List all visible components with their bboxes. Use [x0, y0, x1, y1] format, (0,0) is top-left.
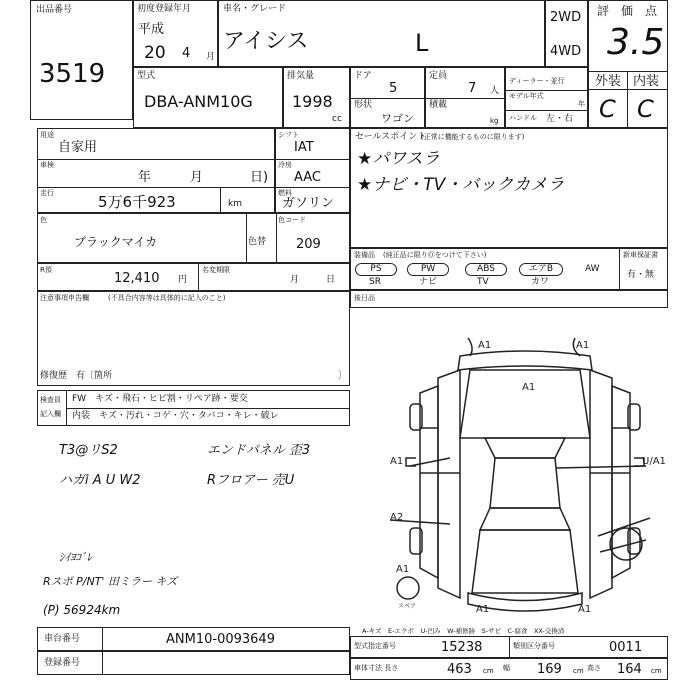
- registration-box: [37, 651, 350, 675]
- era: 平成: [138, 22, 165, 37]
- equip-aw: AW: [585, 264, 600, 274]
- exterior-label: 外装: [595, 74, 622, 89]
- cc-unit: cc: [332, 114, 342, 124]
- color-change-label: 色替: [248, 237, 267, 247]
- inspection-month: 月: [190, 170, 204, 185]
- ac-value: AAC: [294, 170, 321, 185]
- caution-box: [37, 291, 350, 386]
- usage-label: 用途: [40, 131, 54, 139]
- width-unit: cm: [573, 667, 584, 675]
- mark-front-right: A1: [576, 340, 590, 351]
- title-change-label: 名変期限: [202, 266, 230, 274]
- km-unit: km: [228, 199, 242, 209]
- inspector-label-1: 検査員: [40, 396, 61, 404]
- length-value: 463: [447, 662, 472, 677]
- handle-label: ハンドル: [509, 114, 537, 122]
- dealer-box: [505, 67, 588, 128]
- model-year-label: モデル年式: [509, 92, 544, 100]
- mileage-value: 5万6千923: [98, 193, 176, 211]
- title-day: 日: [326, 275, 336, 285]
- lot-label: 出品番号: [36, 5, 73, 15]
- displacement-box: [283, 67, 350, 128]
- recycle-box: [37, 263, 350, 291]
- sales-point-sub: (正常に機能するものに限ります): [421, 133, 525, 141]
- sales-point-box: [350, 128, 668, 248]
- caution-label: 注意事項申告欄: [40, 294, 89, 302]
- title-month: 月: [290, 275, 300, 285]
- reg-year: 20: [144, 43, 166, 63]
- color-value: ブラックマイカ: [74, 235, 158, 249]
- inspector-box: [37, 390, 350, 426]
- category-value: 0011: [609, 640, 643, 655]
- equipment-sub: (純正品に限りⓄをつけて下さい): [383, 251, 487, 259]
- interior-label: 内装: [633, 74, 660, 89]
- persons-unit: 人: [490, 86, 500, 96]
- repair-history: 修復歴 有〔箇所: [40, 371, 113, 381]
- mark-rear-right: A1: [578, 604, 592, 615]
- handle-value: 左・右: [546, 114, 574, 124]
- drive-2wd: 2WD: [550, 10, 582, 25]
- inspection-year: 年: [138, 170, 152, 185]
- mark-rear-left: A1: [476, 604, 490, 615]
- equip-ps: PS: [355, 263, 397, 276]
- chassis-value: ANM10-0093649: [166, 632, 275, 647]
- equip-tv: TV: [477, 277, 489, 287]
- sales-point-label: セールスポイント: [355, 132, 427, 142]
- kg-unit: kg: [490, 117, 499, 125]
- height-unit: cm: [651, 667, 662, 675]
- mark-front-left: A1: [478, 340, 492, 351]
- vehicle-diagram: [350, 308, 668, 624]
- equip-pw: PW: [407, 263, 449, 276]
- length-unit: cm: [483, 667, 494, 675]
- warranty-label: 新車保証書: [623, 251, 658, 259]
- hw-right-2: Rフロアー 売U: [207, 473, 295, 488]
- inspection-day: 日): [250, 170, 269, 185]
- dealer-label: ディーラー・並行: [509, 77, 565, 85]
- fuel-value: ガソリン: [282, 196, 335, 211]
- mark-left-rear: A1: [396, 564, 410, 575]
- equip-abs: ABS: [465, 263, 507, 276]
- category-label: 類別区分番号: [513, 642, 555, 650]
- capacity-label: 定員: [429, 71, 448, 81]
- shift-box: [275, 128, 350, 213]
- doors-label: ドア: [354, 71, 372, 81]
- hw-left-1: T3@リS2: [59, 443, 118, 458]
- color-box: [37, 213, 350, 263]
- length-label: 車体寸法 長さ: [354, 664, 399, 672]
- dimensions-box: [350, 658, 668, 680]
- load-label: 積載: [429, 100, 448, 110]
- drive-box: [545, 0, 588, 67]
- shift-label: シフト: [278, 131, 299, 139]
- reg-month: 4: [182, 46, 191, 61]
- color-label: 色: [40, 216, 47, 224]
- score-box: [588, 0, 668, 128]
- diagram-legend: A-キズ E-エクボ U-凹み W-補修跡 S-サビ C-腐食 XX-交換済: [362, 627, 565, 635]
- designation-label: 型式指定番号: [354, 642, 396, 650]
- hw-left-5: (P) 56924km: [43, 603, 121, 617]
- width-label: 幅: [503, 664, 510, 672]
- equip-leather: カワ: [531, 277, 550, 287]
- capacity-box: [425, 67, 505, 128]
- caution-sub: (不具合内容等は具体的に記入のこと): [108, 294, 226, 302]
- equip-airbag: エアB: [519, 263, 563, 276]
- color-code: 209: [296, 237, 321, 252]
- score: 3.5: [607, 22, 665, 63]
- recycle-label: R預: [40, 266, 52, 274]
- model-label: 車名・グレード: [223, 4, 287, 14]
- handwritten-notes: [37, 426, 350, 626]
- height-label: 高さ: [587, 664, 601, 672]
- sales-point-1: ★パワスラ: [357, 149, 440, 169]
- inspection-label: 車検: [40, 161, 54, 169]
- lot-box: [30, 0, 133, 120]
- equipment-box: [350, 248, 668, 290]
- interior-row: 内装 キズ・汚れ・コゲ・穴・タバコ・キレ・破レ: [72, 411, 279, 421]
- model-name: アイシス: [223, 29, 309, 54]
- drive-4wd: 4WD: [550, 44, 582, 59]
- shift-value: IAT: [294, 140, 314, 155]
- hw-right-1: エンドパネル 歪3: [207, 443, 311, 458]
- score-label: 評 価 点: [597, 4, 658, 18]
- mileage-label: 走行: [40, 189, 54, 197]
- doors-value: 5: [389, 81, 398, 96]
- model-box: [218, 0, 545, 67]
- month-unit: 月: [206, 52, 216, 62]
- sales-point-2: ★ナビ・TV・バックカメラ: [357, 175, 565, 195]
- spare-label: スペア: [398, 603, 417, 610]
- hw-left-3: ｼｲﾖｺﾞﾚ: [59, 551, 92, 564]
- first-reg-label: 初度登録年月: [137, 4, 192, 14]
- registration-label: 登録番号: [44, 658, 81, 668]
- hw-left-4: Rスポ P/NT' 田ミラー キズ: [43, 575, 178, 588]
- mark-left-door: A2: [390, 512, 404, 523]
- grade: L: [415, 29, 429, 57]
- recycle-value: 12,410: [114, 271, 160, 286]
- equip-sr: SR: [369, 277, 381, 287]
- type-box: [133, 67, 283, 128]
- ac-label: 冷房: [278, 161, 292, 169]
- doors-box: [350, 67, 425, 128]
- aftermarket-box: [350, 290, 668, 308]
- interior-grade: C: [637, 95, 654, 123]
- equip-navi: ナビ: [419, 277, 438, 287]
- usage-box: [37, 128, 275, 213]
- color-code-label: 色コード: [278, 216, 306, 224]
- designation-box: [350, 636, 668, 658]
- first-reg-box: [133, 0, 218, 67]
- lot-number: 3519: [39, 59, 106, 89]
- capacity-value: 7: [468, 81, 477, 96]
- designation-value: 15238: [441, 640, 483, 655]
- hw-left-2: ハガi A U W2: [59, 473, 141, 488]
- mark-hood: A1: [522, 382, 536, 393]
- mark-right-side: U/A1: [642, 456, 666, 467]
- fuel-label: 燃料: [278, 189, 292, 197]
- inspector-label-2: 記入欄: [40, 410, 61, 418]
- repair-close: 〕: [338, 371, 348, 381]
- aftermarket-label: 後日品: [354, 294, 375, 302]
- body-value: ワゴン: [381, 112, 414, 125]
- exterior-grade: C: [599, 95, 616, 123]
- width-value: 169: [537, 662, 562, 677]
- equipment-label: 装備品: [354, 251, 375, 259]
- mark-left-fender: A1: [390, 456, 404, 467]
- usage-value: 自家用: [58, 140, 98, 155]
- yen-unit: 円: [178, 275, 188, 285]
- chassis-box: [37, 627, 350, 651]
- car-outline: [390, 338, 650, 611]
- body-label: 形状: [354, 100, 373, 110]
- displacement-label: 排気量: [287, 71, 315, 81]
- displacement-value: 1998: [292, 92, 333, 111]
- year-unit: 年: [578, 100, 585, 108]
- height-value: 164: [617, 662, 642, 677]
- warranty-value: 有・無: [627, 270, 655, 280]
- type-value: DBA-ANM10G: [144, 92, 253, 111]
- chassis-label: 車台番号: [44, 634, 81, 644]
- fw-row: FW キズ・飛石・ヒビ割・リペア跡・要交: [72, 394, 248, 404]
- type-label: 型式: [137, 71, 156, 81]
